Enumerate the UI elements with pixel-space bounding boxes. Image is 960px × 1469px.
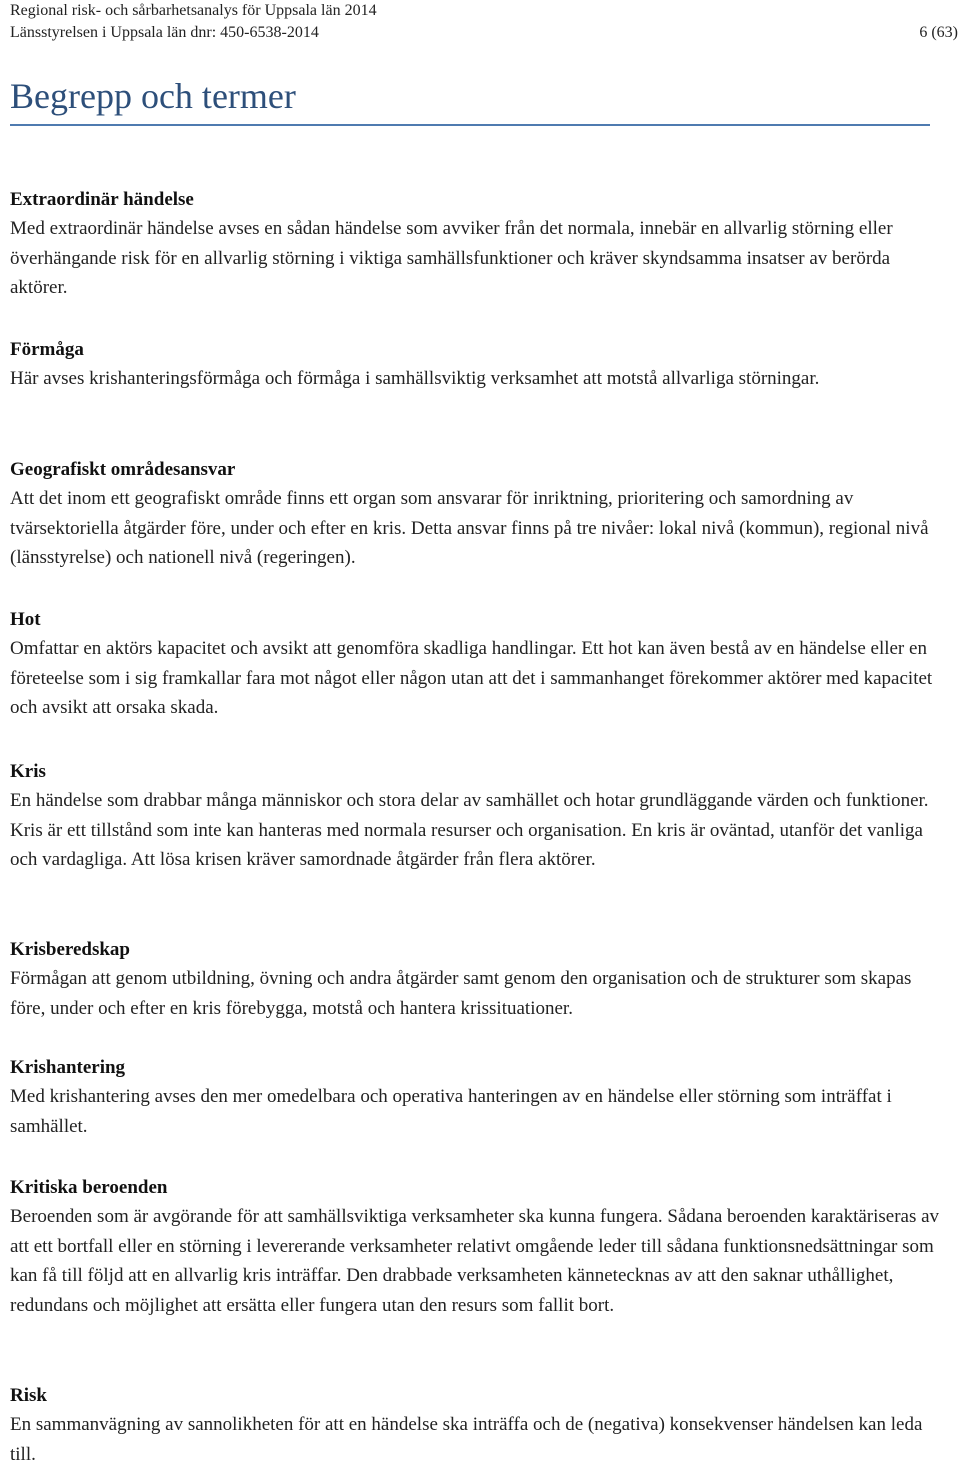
term-heading: Kris [10, 761, 46, 782]
term-section [10, 758, 940, 875]
term-heading: Geografiskt områdesansvar [10, 459, 236, 480]
title-underline [10, 124, 930, 126]
header-report-title: Regional risk- och sårbarhetsanalys för Uppsala län 2014 [10, 2, 377, 19]
term-section [10, 936, 940, 1023]
header-page-number: 6 (63) [919, 24, 958, 41]
term-section [10, 1174, 940, 1320]
term-section [10, 336, 940, 394]
term-section [10, 186, 940, 303]
term-definition: Med extraordinär händelse avses en sådan händelse som avviker från det normala, innebär en allvarlig störning eller överhängande risk för en allvarlig störning i viktiga samhällsfunktioner och kräver skyndsamma insatser av berörda aktörer. [10, 218, 893, 298]
term-definition: Att det inom ett geografiskt område finns ett organ som ansvarar för inriktning, prioritering och samordning av tvärsektoriella åtgärder före, under och efter en kris. Detta ansvar finns på tre nivåer: lokal nivå (kommun), regional nivå (länsstyrelse) och nationell nivå (regeringen). [10, 488, 929, 568]
page-header [10, 0, 958, 44]
term-section [10, 456, 940, 573]
term-heading: Kritiska beroenden [10, 1177, 168, 1198]
header-reference: Länsstyrelsen i Uppsala län dnr: 450-6538-2014 [10, 24, 319, 41]
term-section [10, 1054, 940, 1141]
term-section [10, 606, 940, 723]
term-heading: Risk [10, 1385, 47, 1406]
term-definition: Förmågan att genom utbildning, övning och andra åtgärder samt genom den organisation och de strukturer som skapas före, under och efter en kris förebygga, motstå och hantera krissituationer. [10, 968, 912, 1019]
term-definition: Omfattar en aktörs kapacitet och avsikt att genomföra skadliga handlingar. Ett hot kan även bestå av en händelse eller en företeelse som i sig framkallar fara mot något eller någon utan att det i sammanhanget förekommer aktörer med kapacitet och avsikt att orsaka skada. [10, 638, 933, 718]
term-heading: Krishantering [10, 1057, 126, 1078]
term-definition: Beroenden som är avgörande för att samhällsviktiga verksamheter ska kunna fungera. Sådana beroenden karaktäriseras av att ett bortfall eller en störning i levererande verksamheter relativt omgående leder till sådana funktionsnedsättningar som kan få till följd att en allvarlig kris inträffar. Den drabbade verksamheten kännetecknas av att den saknar uthållighet, redundans och möjlighet att ersätta eller fungera utan den resurs som fallit bort. [10, 1206, 940, 1316]
term-definition: Med krishantering avses den mer omedelbara och operativa hanteringen av en händelse eller störning som inträffat i samhället. [10, 1086, 892, 1137]
term-heading: Krisberedskap [10, 939, 131, 960]
term-section [10, 1382, 940, 1469]
term-heading: Hot [10, 609, 41, 630]
page-title: Begrepp och termer [10, 76, 296, 116]
term-heading: Extraordinär händelse [10, 189, 194, 210]
term-definition: En sammanvägning av sannolikheten för att en händelse ska inträffa och de (negativa) konsekvenser händelsen kan leda till. [10, 1414, 923, 1465]
term-definition: En händelse som drabbar många människor och stora delar av samhället och hotar grundläggande värden och funktioner. Kris är ett tillstånd som inte kan hanteras med normala resurser och organisation. En kris är oväntad, utanför det vanliga och vardagliga. Att lösa krisen kräver samordnade åtgärder från flera aktörer. [10, 790, 929, 870]
term-definition: Här avses krishanteringsförmåga och förmåga i samhällsviktig verksamhet att motstå allvarliga störningar. [10, 368, 820, 389]
term-heading: Förmåga [10, 339, 84, 360]
